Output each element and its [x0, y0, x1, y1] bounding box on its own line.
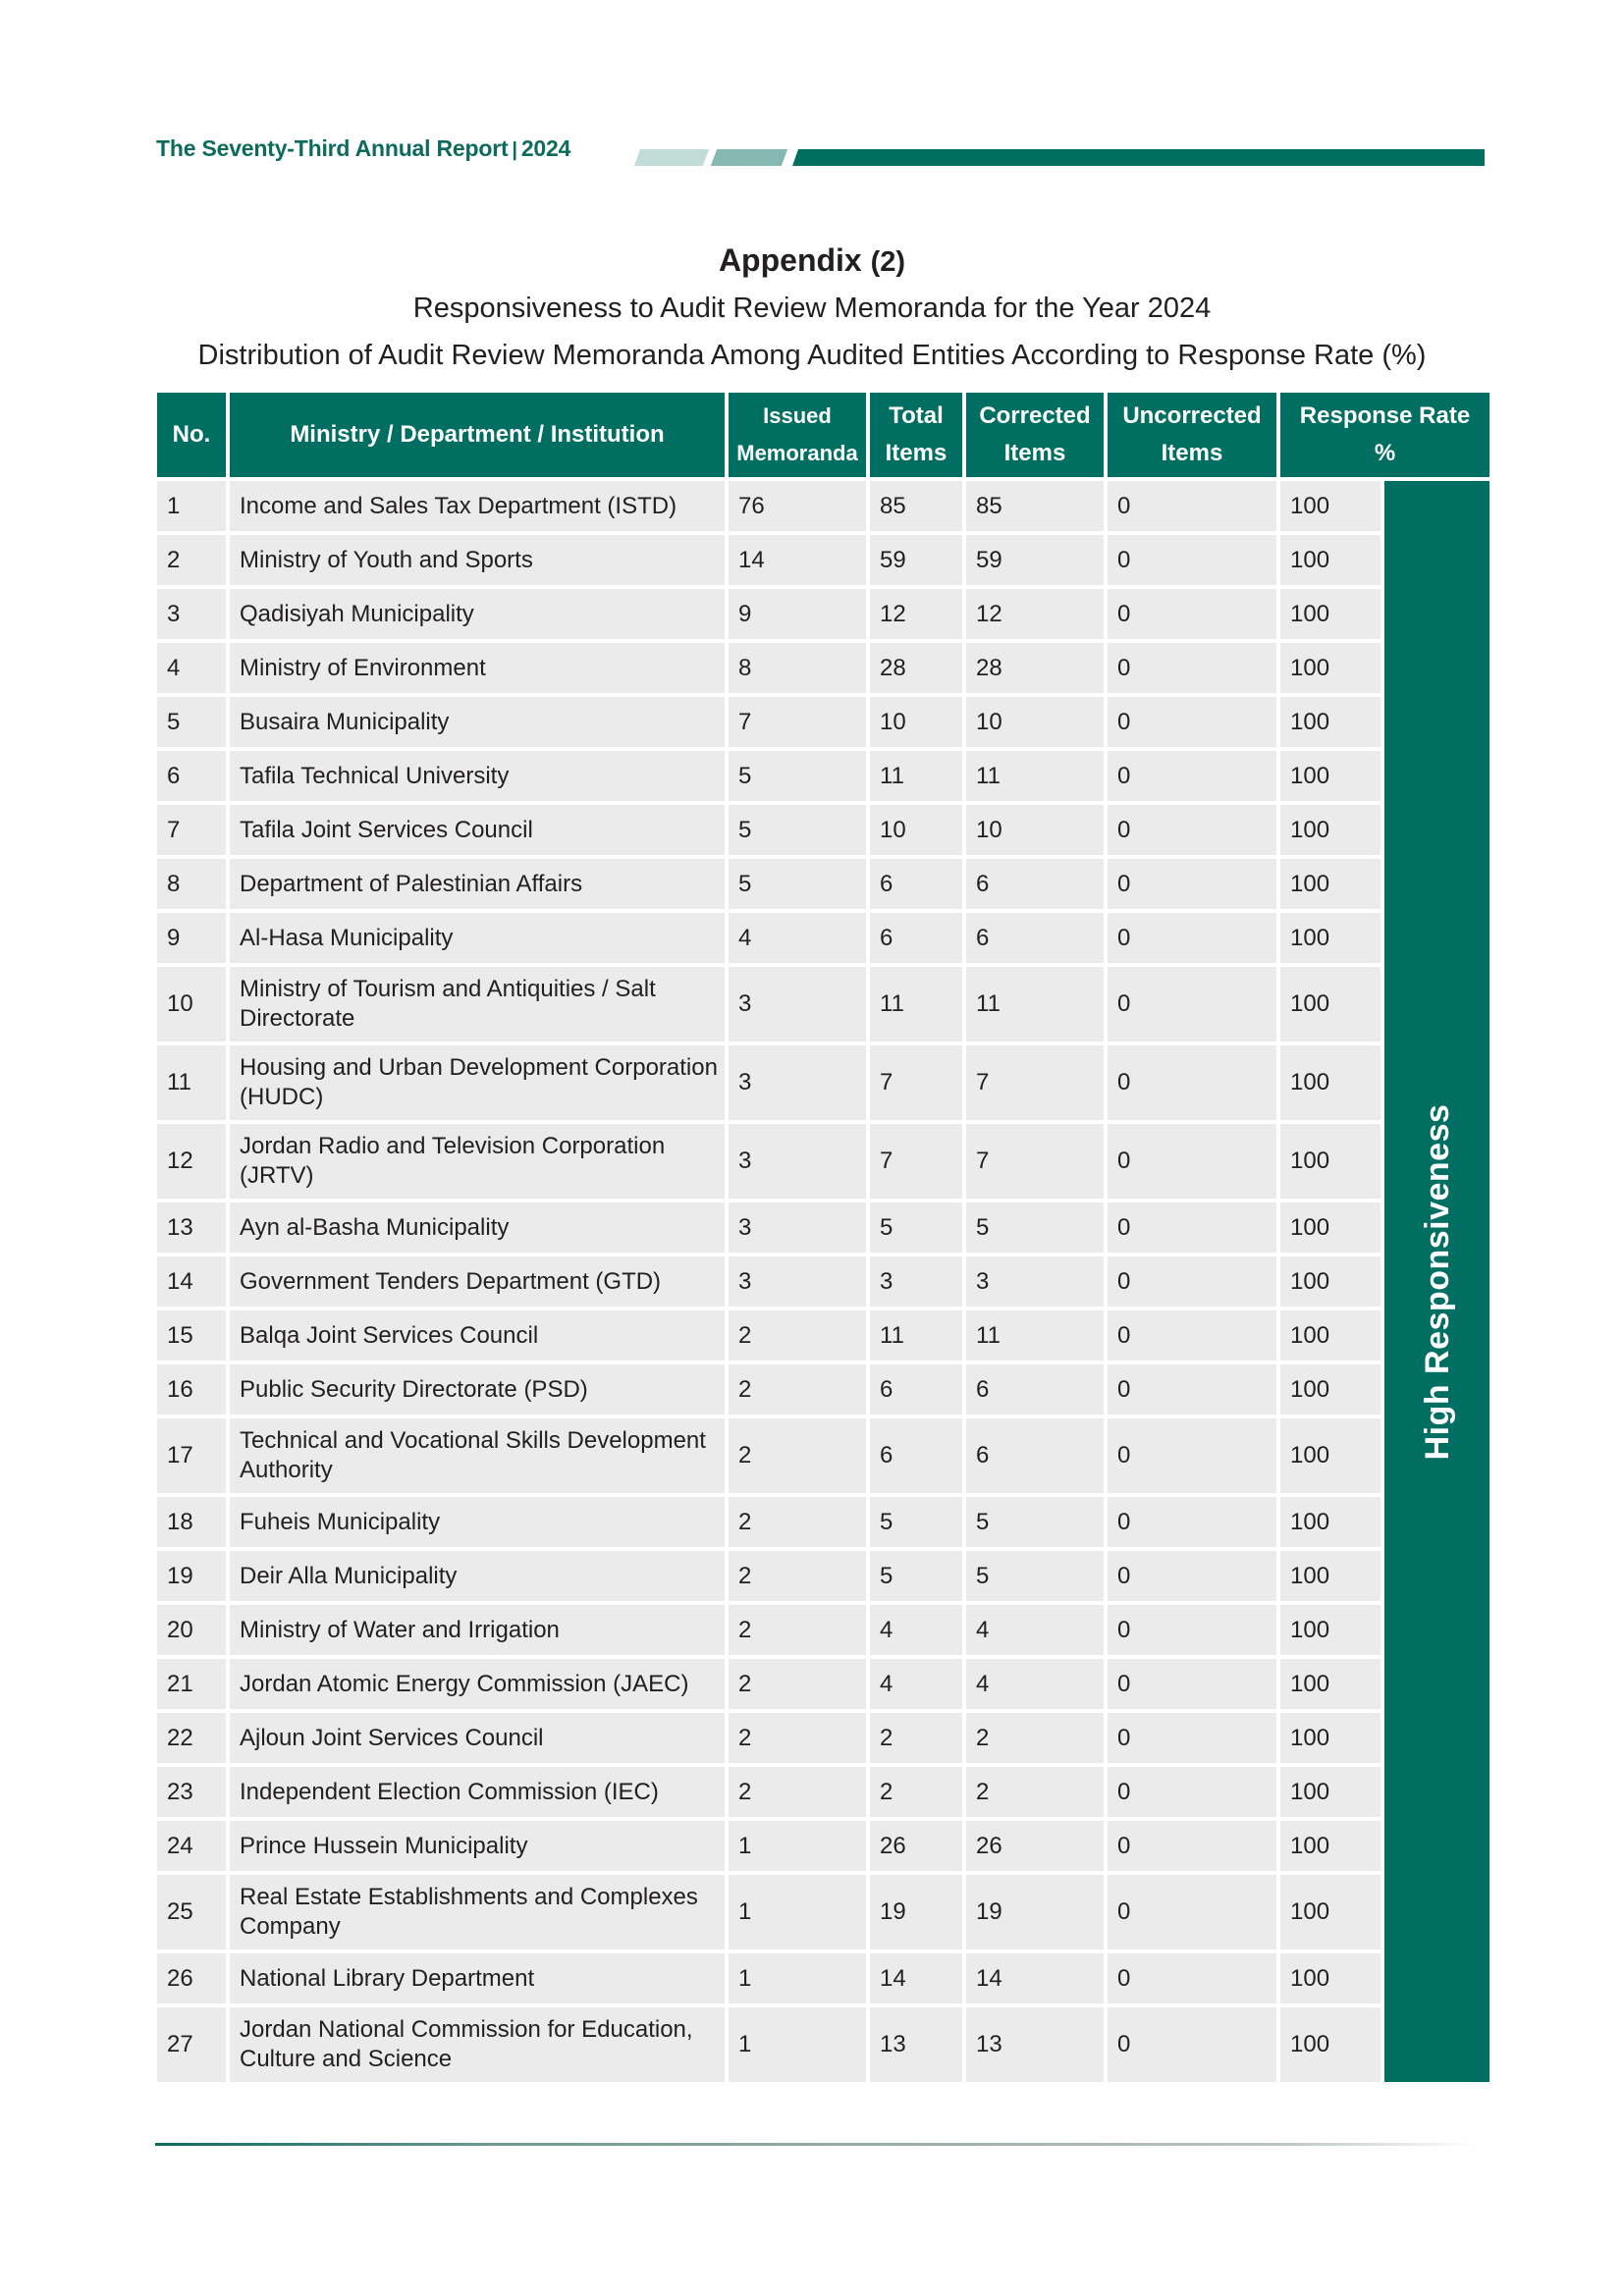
cell-corrected: 59: [966, 535, 1104, 585]
cell-corrected: 10: [966, 805, 1104, 855]
cell-issued: 2: [729, 1767, 866, 1817]
table-row: [157, 1551, 1489, 1601]
table-row: [157, 859, 1489, 909]
cell-corrected: 5: [966, 1497, 1104, 1547]
cell-rate: 100: [1280, 1310, 1380, 1361]
cell-rate: 100: [1280, 805, 1380, 855]
cell-total: 85: [870, 481, 962, 531]
table-row: [157, 1310, 1489, 1361]
cell-rate: 100: [1280, 1364, 1380, 1415]
table-row: [157, 1713, 1489, 1763]
cell-rate: 100: [1280, 1202, 1380, 1253]
table-row: [157, 1659, 1489, 1709]
cell-corrected: 11: [966, 967, 1104, 1041]
cell-rate: 100: [1280, 751, 1380, 801]
cell-uncorrected: 0: [1108, 805, 1276, 855]
cell-rate: 100: [1280, 1497, 1380, 1547]
cell-corrected: 4: [966, 1605, 1104, 1655]
col-header-uncorrected: Uncorrected Items: [1108, 393, 1276, 477]
cell-issued: 3: [729, 967, 866, 1041]
cell-total: 12: [870, 589, 962, 639]
cell-no: 7: [157, 805, 226, 855]
cell-entity: Fuheis Municipality: [230, 1497, 725, 1547]
table-row: [157, 1256, 1489, 1307]
cell-no: 24: [157, 1821, 226, 1871]
table-row: [157, 535, 1489, 585]
cell-rate: 100: [1280, 1551, 1380, 1601]
header-decoration-bars: [633, 149, 1483, 166]
cell-rate: 100: [1280, 967, 1380, 1041]
cell-corrected: 7: [966, 1124, 1104, 1199]
cell-total: 7: [870, 1045, 962, 1120]
cell-uncorrected: 0: [1108, 751, 1276, 801]
cell-no: 15: [157, 1310, 226, 1361]
cell-total: 13: [870, 2007, 962, 2082]
cell-no: 14: [157, 1256, 226, 1307]
cell-entity: Real Estate Establishments and Complexes Company: [230, 1875, 725, 1949]
cell-no: 22: [157, 1713, 226, 1763]
table-row: [157, 1124, 1489, 1199]
decoration-bar-light: [634, 149, 709, 166]
cell-no: 2: [157, 535, 226, 585]
cell-uncorrected: 0: [1108, 1256, 1276, 1307]
cell-total: 14: [870, 1953, 962, 2003]
cell-corrected: 6: [966, 859, 1104, 909]
cell-issued: 3: [729, 1124, 866, 1199]
cell-corrected: 5: [966, 1551, 1104, 1601]
col-header-total: Total Items: [870, 393, 962, 477]
cell-no: 13: [157, 1202, 226, 1253]
cell-uncorrected: 0: [1108, 1497, 1276, 1547]
col-header-corrected: Corrected Items: [966, 393, 1104, 477]
cell-corrected: 6: [966, 1364, 1104, 1415]
cell-no: 17: [157, 1418, 226, 1493]
table-row: [157, 1875, 1489, 1949]
table-row: [157, 643, 1489, 693]
table-row: [157, 967, 1489, 1041]
cell-no: 23: [157, 1767, 226, 1817]
cell-issued: 14: [729, 535, 866, 585]
cell-rate: 100: [1280, 1418, 1380, 1493]
cell-entity: Tafila Technical University: [230, 751, 725, 801]
cell-total: 28: [870, 643, 962, 693]
cell-corrected: 6: [966, 913, 1104, 963]
cell-issued: 3: [729, 1256, 866, 1307]
cell-issued: 5: [729, 805, 866, 855]
cell-total: 10: [870, 697, 962, 747]
cell-uncorrected: 0: [1108, 1310, 1276, 1361]
cell-uncorrected: 0: [1108, 1713, 1276, 1763]
col-header-issued: Issued Memoranda: [729, 393, 866, 477]
cell-total: 10: [870, 805, 962, 855]
cell-issued: 8: [729, 643, 866, 693]
cell-total: 59: [870, 535, 962, 585]
cell-uncorrected: 0: [1108, 643, 1276, 693]
cell-entity: Prince Hussein Municipality: [230, 1821, 725, 1871]
cell-issued: 76: [729, 481, 866, 531]
cell-rate: 100: [1280, 643, 1380, 693]
cell-total: 6: [870, 913, 962, 963]
cell-total: 5: [870, 1497, 962, 1547]
cell-no: 21: [157, 1659, 226, 1709]
footer-rule: [155, 2143, 1476, 2146]
appendix-heading: [0, 242, 1624, 279]
cell-issued: 5: [729, 859, 866, 909]
cell-corrected: 12: [966, 589, 1104, 639]
cell-corrected: 28: [966, 643, 1104, 693]
cell-issued: 9: [729, 589, 866, 639]
cell-entity: Al-Hasa Municipality: [230, 913, 725, 963]
cell-no: 20: [157, 1605, 226, 1655]
cell-entity: Jordan Atomic Energy Commission (JAEC): [230, 1659, 725, 1709]
cell-issued: 4: [729, 913, 866, 963]
cell-issued: 1: [729, 1875, 866, 1949]
table-row: [157, 2007, 1489, 2082]
cell-uncorrected: 0: [1108, 481, 1276, 531]
cell-issued: 1: [729, 1953, 866, 2003]
cell-rate: 100: [1280, 481, 1380, 531]
cell-entity: Ministry of Youth and Sports: [230, 535, 725, 585]
cell-issued: 1: [729, 2007, 866, 2082]
cell-entity: Public Security Directorate (PSD): [230, 1364, 725, 1415]
cell-entity: Ministry of Water and Irrigation: [230, 1605, 725, 1655]
report-year: 2024: [520, 135, 571, 161]
cell-corrected: 5: [966, 1202, 1104, 1253]
cell-total: 19: [870, 1875, 962, 1949]
table-row: [157, 1767, 1489, 1817]
cell-uncorrected: 0: [1108, 1767, 1276, 1817]
cell-entity: Technical and Vocational Skills Development Authority: [230, 1418, 725, 1493]
cell-entity: Government Tenders Department (GTD): [230, 1256, 725, 1307]
cell-total: 26: [870, 1821, 962, 1871]
cell-issued: 3: [729, 1202, 866, 1253]
cell-rate: 100: [1280, 1767, 1380, 1817]
cell-total: 6: [870, 859, 962, 909]
cell-corrected: 19: [966, 1875, 1104, 1949]
appendix-title: Appendix: [718, 242, 862, 278]
cell-no: 26: [157, 1953, 226, 2003]
cell-entity: Ministry of Environment: [230, 643, 725, 693]
cell-uncorrected: 0: [1108, 697, 1276, 747]
cell-no: 25: [157, 1875, 226, 1949]
cell-issued: 3: [729, 1045, 866, 1120]
cell-rate: 100: [1280, 1875, 1380, 1949]
table-row: [157, 1418, 1489, 1493]
cell-corrected: 14: [966, 1953, 1104, 2003]
cell-uncorrected: 0: [1108, 967, 1276, 1041]
cell-issued: 5: [729, 751, 866, 801]
cell-corrected: 26: [966, 1821, 1104, 1871]
cell-corrected: 11: [966, 751, 1104, 801]
cell-issued: 2: [729, 1418, 866, 1493]
col-header-response-rate: Response Rate %: [1280, 393, 1489, 477]
cell-rate: 100: [1280, 1605, 1380, 1655]
cell-corrected: 4: [966, 1659, 1104, 1709]
cell-no: 9: [157, 913, 226, 963]
cell-entity: Income and Sales Tax Department (ISTD): [230, 481, 725, 531]
cell-rate: 100: [1280, 1821, 1380, 1871]
category-label: High Responsiveness: [1418, 1103, 1456, 1460]
cell-issued: 2: [729, 1310, 866, 1361]
cell-uncorrected: 0: [1108, 1045, 1276, 1120]
cell-entity: Independent Election Commission (IEC): [230, 1767, 725, 1817]
cell-entity: Jordan Radio and Television Corporation (JRTV): [230, 1124, 725, 1199]
cell-entity: Department of Palestinian Affairs: [230, 859, 725, 909]
cell-entity: Housing and Urban Development Corporation (HUDC): [230, 1045, 725, 1120]
cell-uncorrected: 0: [1108, 1364, 1276, 1415]
cell-entity: Ayn al-Basha Municipality: [230, 1202, 725, 1253]
cell-total: 11: [870, 1310, 962, 1361]
cell-issued: 2: [729, 1497, 866, 1547]
table-row: [157, 805, 1489, 855]
cell-uncorrected: 0: [1108, 1418, 1276, 1493]
cell-no: 3: [157, 589, 226, 639]
table-description: Distribution of Audit Review Memoranda Among Audited Entities According to Response Rate (%): [197, 340, 1427, 371]
cell-no: 5: [157, 697, 226, 747]
category-band: [1384, 481, 1489, 2082]
cell-no: 6: [157, 751, 226, 801]
cell-uncorrected: 0: [1108, 1551, 1276, 1601]
cell-rate: 100: [1280, 1256, 1380, 1307]
table-row: [157, 751, 1489, 801]
cell-entity: Busaira Municipality: [230, 697, 725, 747]
cell-total: 11: [870, 967, 962, 1041]
cell-corrected: 2: [966, 1767, 1104, 1817]
cell-corrected: 11: [966, 1310, 1104, 1361]
cell-uncorrected: 0: [1108, 1875, 1276, 1949]
cell-issued: 2: [729, 1605, 866, 1655]
cell-no: 1: [157, 481, 226, 531]
col-header-entity: Ministry / Department / Institution: [230, 393, 725, 477]
table-row: [157, 589, 1489, 639]
cell-entity: Ajloun Joint Services Council: [230, 1713, 725, 1763]
cell-entity: Tafila Joint Services Council: [230, 805, 725, 855]
cell-no: 10: [157, 967, 226, 1041]
cell-rate: 100: [1280, 1713, 1380, 1763]
cell-rate: 100: [1280, 589, 1380, 639]
cell-rate: 100: [1280, 1659, 1380, 1709]
table-body: [157, 481, 1489, 2082]
cell-corrected: 13: [966, 2007, 1104, 2082]
cell-rate: 100: [1280, 1124, 1380, 1199]
cell-no: 4: [157, 643, 226, 693]
cell-issued: 2: [729, 1659, 866, 1709]
table-header-row: [157, 393, 1489, 477]
cell-total: 11: [870, 751, 962, 801]
cell-issued: 1: [729, 1821, 866, 1871]
cell-uncorrected: 0: [1108, 1659, 1276, 1709]
header-separator: |: [512, 139, 517, 161]
cell-issued: 2: [729, 1364, 866, 1415]
cell-issued: 7: [729, 697, 866, 747]
cell-total: 7: [870, 1124, 962, 1199]
cell-corrected: 7: [966, 1045, 1104, 1120]
page-subtitle: Responsiveness to Audit Review Memoranda for the Year 2024: [412, 293, 1212, 324]
cell-uncorrected: 0: [1108, 589, 1276, 639]
cell-total: 6: [870, 1364, 962, 1415]
cell-no: 19: [157, 1551, 226, 1601]
cell-uncorrected: 0: [1108, 1821, 1276, 1871]
table-row: [157, 1202, 1489, 1253]
memoranda-table: [153, 389, 1493, 2086]
cell-total: 6: [870, 1418, 962, 1493]
table-row: [157, 1045, 1489, 1120]
cell-rate: 100: [1280, 859, 1380, 909]
cell-no: 12: [157, 1124, 226, 1199]
cell-no: 16: [157, 1364, 226, 1415]
cell-rate: 100: [1280, 1953, 1380, 2003]
decoration-bar-medium: [711, 149, 787, 166]
table-row: [157, 697, 1489, 747]
cell-uncorrected: 0: [1108, 1124, 1276, 1199]
col-header-no: No.: [157, 393, 226, 477]
cell-corrected: 85: [966, 481, 1104, 531]
cell-corrected: 2: [966, 1713, 1104, 1763]
cell-entity: Balqa Joint Services Council: [230, 1310, 725, 1361]
cell-entity: Jordan National Commission for Education, Culture and Science: [230, 2007, 725, 2082]
cell-entity: National Library Department: [230, 1953, 725, 2003]
table-row: [157, 1953, 1489, 2003]
table-row: [157, 913, 1489, 963]
table-row: [157, 1497, 1489, 1547]
table-row: [157, 1821, 1489, 1871]
cell-corrected: 10: [966, 697, 1104, 747]
cell-total: 5: [870, 1551, 962, 1601]
cell-total: 2: [870, 1767, 962, 1817]
cell-entity: Deir Alla Municipality: [230, 1551, 725, 1601]
cell-uncorrected: 0: [1108, 859, 1276, 909]
table-row: [157, 1364, 1489, 1415]
cell-issued: 2: [729, 1551, 866, 1601]
cell-no: 18: [157, 1497, 226, 1547]
cell-rate: 100: [1280, 1045, 1380, 1120]
cell-corrected: 3: [966, 1256, 1104, 1307]
cell-rate: 100: [1280, 913, 1380, 963]
cell-uncorrected: 0: [1108, 2007, 1276, 2082]
cell-uncorrected: 0: [1108, 1953, 1276, 2003]
cell-rate: 100: [1280, 2007, 1380, 2082]
report-title: The Seventy-Third Annual Report: [156, 135, 509, 161]
cell-no: 27: [157, 2007, 226, 2082]
cell-total: 2: [870, 1713, 962, 1763]
cell-uncorrected: 0: [1108, 535, 1276, 585]
decoration-bar-dark: [792, 149, 1485, 166]
cell-rate: 100: [1280, 697, 1380, 747]
table-row: [157, 481, 1489, 531]
cell-total: 4: [870, 1659, 962, 1709]
cell-corrected: 6: [966, 1418, 1104, 1493]
cell-issued: 2: [729, 1713, 866, 1763]
cell-entity: Ministry of Tourism and Antiquities / Salt Directorate: [230, 967, 725, 1041]
cell-total: 3: [870, 1256, 962, 1307]
table-row: [157, 1605, 1489, 1655]
cell-no: 8: [157, 859, 226, 909]
cell-no: 11: [157, 1045, 226, 1120]
cell-rate: 100: [1280, 535, 1380, 585]
cell-total: 4: [870, 1605, 962, 1655]
cell-uncorrected: 0: [1108, 1605, 1276, 1655]
running-header: [156, 135, 570, 162]
cell-uncorrected: 0: [1108, 913, 1276, 963]
cell-total: 5: [870, 1202, 962, 1253]
cell-uncorrected: 0: [1108, 1202, 1276, 1253]
appendix-number: (2): [870, 246, 906, 278]
cell-entity: Qadisiyah Municipality: [230, 589, 725, 639]
